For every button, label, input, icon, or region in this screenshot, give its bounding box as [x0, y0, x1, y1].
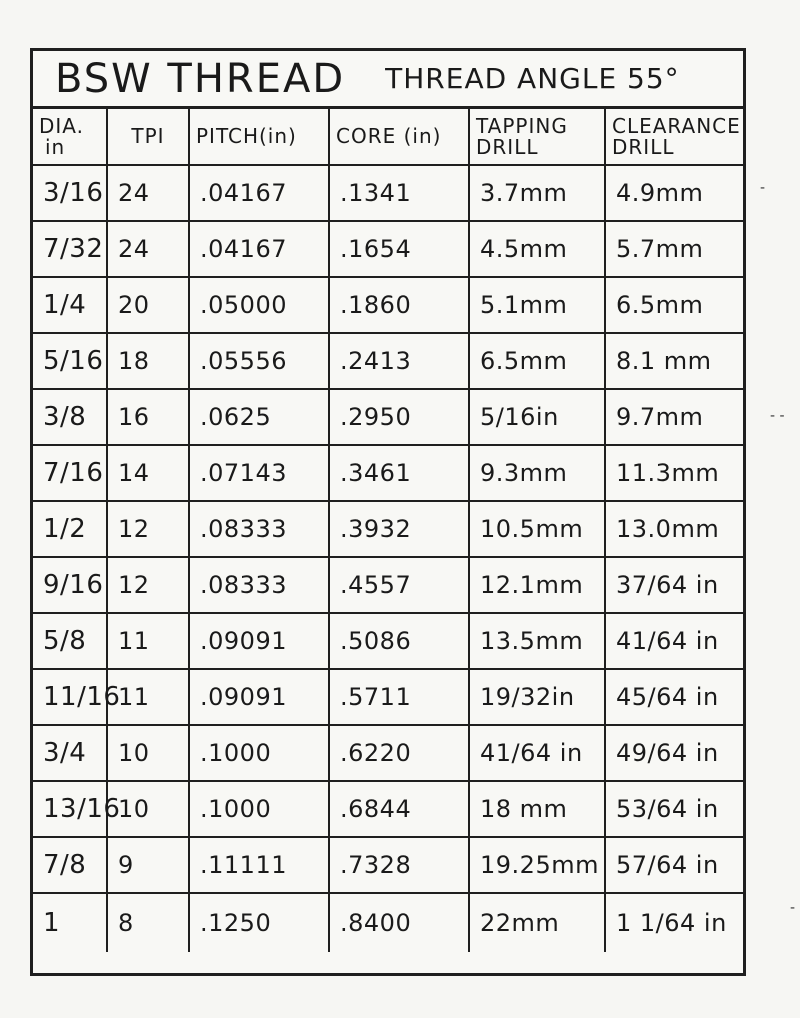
table-cell: 57/64 in — [605, 837, 743, 893]
header-line: TAPPING — [476, 113, 568, 138]
table-row — [33, 277, 743, 333]
table-cell: .6844 — [329, 781, 469, 837]
table-cell: 49/64 in — [605, 725, 743, 781]
table-row — [33, 221, 743, 277]
chart-subtitle: THREAD ANGLE 55° — [385, 62, 680, 95]
header-line: CORE (in) — [336, 124, 442, 148]
table-cell: .5711 — [329, 669, 469, 725]
table-cell: 10 — [107, 725, 189, 781]
table-cell: 5.7mm — [605, 221, 743, 277]
table-row — [33, 501, 743, 557]
table-cell: 12.1mm — [469, 557, 605, 613]
table-cell: .05556 — [189, 333, 329, 389]
table-row — [33, 557, 743, 613]
table-cell: 45/64 in — [605, 669, 743, 725]
table-cell: 18 mm — [469, 781, 605, 837]
table-cell: .0625 — [189, 389, 329, 445]
table-cell: 9/16 — [33, 557, 107, 613]
table-cell: 7/16 — [33, 445, 107, 501]
thread-chart — [30, 48, 746, 976]
table-cell: 24 — [107, 221, 189, 277]
table-cell: 12 — [107, 501, 189, 557]
table-cell: 1/2 — [33, 501, 107, 557]
table-cell: 5/8 — [33, 613, 107, 669]
chart-title: BSW THREAD — [55, 55, 346, 102]
table-cell: 11 — [107, 613, 189, 669]
header-line: DIA. — [39, 113, 84, 138]
header-line: CLEARANCE — [612, 113, 741, 138]
table-cell: .1250 — [189, 893, 329, 952]
table-cell: .3461 — [329, 445, 469, 501]
table-cell: 37/64 in — [605, 557, 743, 613]
column-header — [33, 109, 107, 165]
table-cell: 13.5mm — [469, 613, 605, 669]
table-cell: .09091 — [189, 613, 329, 669]
column-header — [189, 109, 329, 165]
table-row — [33, 389, 743, 445]
table-cell: 6.5mm — [469, 333, 605, 389]
table-cell: 1 — [33, 893, 107, 952]
table-cell: 1 1/64 in — [605, 893, 743, 952]
table-row — [33, 613, 743, 669]
table-cell: .5086 — [329, 613, 469, 669]
table-cell: 4.9mm — [605, 165, 743, 221]
table-cell: 3.7mm — [469, 165, 605, 221]
header-line: TPI — [131, 124, 165, 148]
table-row — [33, 333, 743, 389]
table-cell: .04167 — [189, 221, 329, 277]
table-cell: .2413 — [329, 333, 469, 389]
table-cell: 13.0mm — [605, 501, 743, 557]
table-row — [33, 165, 743, 221]
table-cell: 9.7mm — [605, 389, 743, 445]
table-row — [33, 725, 743, 781]
table-cell: .1341 — [329, 165, 469, 221]
table-cell: 18 — [107, 333, 189, 389]
column-header — [605, 109, 743, 165]
table-cell: .05000 — [189, 277, 329, 333]
table-cell: .7328 — [329, 837, 469, 893]
table-cell: 5.1mm — [469, 277, 605, 333]
table-row — [33, 893, 743, 952]
table-cell: .2950 — [329, 389, 469, 445]
table-cell: .8400 — [329, 893, 469, 952]
table-row — [33, 837, 743, 893]
header-line: in — [45, 134, 66, 159]
table-row — [33, 669, 743, 725]
table-cell: 7/8 — [33, 837, 107, 893]
table-cell: 9.3mm — [469, 445, 605, 501]
table-cell: 9 — [107, 837, 189, 893]
table-cell: 20 — [107, 277, 189, 333]
table-cell: 3/4 — [33, 725, 107, 781]
column-header — [329, 109, 469, 165]
header-line: DRILL — [476, 134, 539, 159]
header-row — [33, 109, 743, 165]
table-cell: 13/16 — [33, 781, 107, 837]
table-cell: 5/16 — [33, 333, 107, 389]
table-cell: 3/16 — [33, 165, 107, 221]
table-cell: 8.1 mm — [605, 333, 743, 389]
table-cell: 1/4 — [33, 277, 107, 333]
table-cell: 41/64 in — [605, 613, 743, 669]
table-cell: 4.5mm — [469, 221, 605, 277]
table-cell: 11/16 — [33, 669, 107, 725]
table-cell: 11 — [107, 669, 189, 725]
table-cell: .07143 — [189, 445, 329, 501]
table-cell: 10 — [107, 781, 189, 837]
table-cell: 11.3mm — [605, 445, 743, 501]
table-cell: .1000 — [189, 781, 329, 837]
header-line: DRILL — [612, 134, 675, 159]
table-cell: 24 — [107, 165, 189, 221]
table-cell: .3932 — [329, 501, 469, 557]
table-body — [33, 165, 743, 952]
table-cell: 22mm — [469, 893, 605, 952]
table-cell: 10.5mm — [469, 501, 605, 557]
table-cell: 5/16in — [469, 389, 605, 445]
table-row — [33, 445, 743, 501]
table-cell: .1860 — [329, 277, 469, 333]
table-cell: .4557 — [329, 557, 469, 613]
table-cell: 7/32 — [33, 221, 107, 277]
header-line: PITCH(in) — [196, 124, 297, 148]
margin-mark: - — [760, 180, 766, 196]
margin-mark: - — [790, 900, 796, 916]
table-cell: .11111 — [189, 837, 329, 893]
table-cell: .1654 — [329, 221, 469, 277]
table-cell: .09091 — [189, 669, 329, 725]
margin-mark: - - — [770, 408, 785, 424]
table-row — [33, 781, 743, 837]
table-cell: .6220 — [329, 725, 469, 781]
table-cell: 14 — [107, 445, 189, 501]
title-row — [33, 51, 743, 109]
table-cell: 53/64 in — [605, 781, 743, 837]
table-cell: 19.25mm — [469, 837, 605, 893]
table-cell: .08333 — [189, 557, 329, 613]
table-cell: 3/8 — [33, 389, 107, 445]
table-cell: .08333 — [189, 501, 329, 557]
table-cell: 8 — [107, 893, 189, 952]
table-cell: 16 — [107, 389, 189, 445]
table-cell: .1000 — [189, 725, 329, 781]
table-cell: .04167 — [189, 165, 329, 221]
column-header — [469, 109, 605, 165]
table-cell: 6.5mm — [605, 277, 743, 333]
column-header — [107, 109, 189, 165]
table-cell: 41/64 in — [469, 725, 605, 781]
thread-table — [33, 109, 743, 952]
table-cell: 12 — [107, 557, 189, 613]
table-cell: 19/32in — [469, 669, 605, 725]
